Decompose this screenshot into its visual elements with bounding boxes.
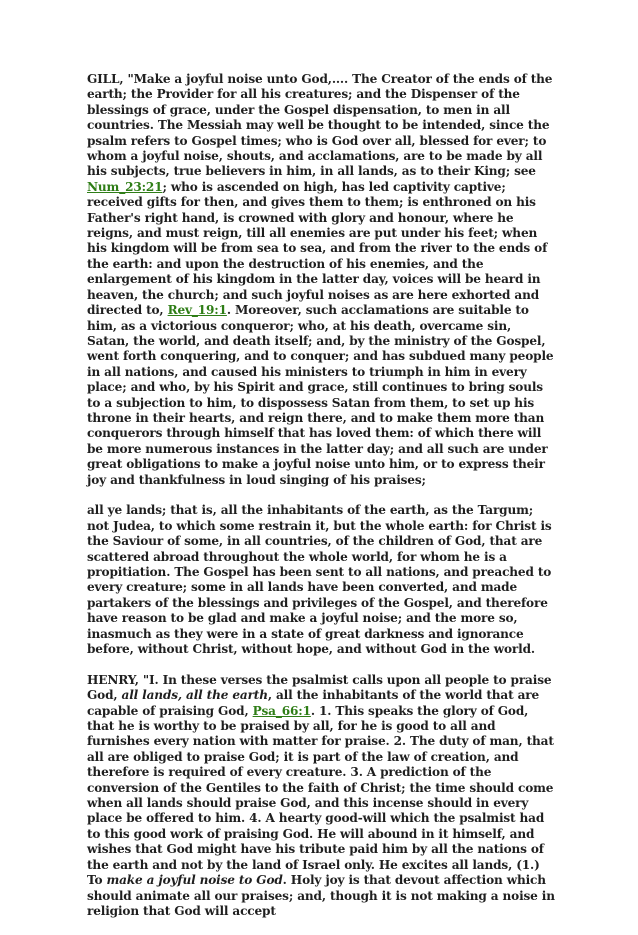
- paragraph-text: HENRY, "I. In these verses the psalmist calls upon all people to praise God,: [87, 672, 552, 703]
- paragraph-text: . 1. This speaks the glory of God, that he is worthy to be praised by all, for he is good to all and furnishes every nation with matter for praise. 2. The duty of man, that all are obliged to praise God; it is part of the law of creation, and therefore is required of every creature. 3. A prediction of the conversion of the Gentiles to the faith of Christ; the time should come when all lands should praise God, and this incense should in every place be offered to him. 4. A hearty good-will which the psalmist had to this good work of praising God. He will abound in it himself, and wishes that God might have his tribute paid him by all the nations of the earth and not by the land of Israel only. He excites all lands, (1.) To: [87, 703, 554, 888]
- scripture-link-num-23-21[interactable]: Num_23:21: [87, 179, 163, 194]
- scripture-link-rev-19-1[interactable]: Rev_19:1: [167, 303, 227, 318]
- document-page: [87, 72, 557, 935]
- paragraph-text: all ye lands; that is, all the inhabitants of the earth, as the Targum; not Judea, to which some restrain it, but the whole earth: for Christ is the Saviour of some, in all countries, of the children of God, that are scattered abroad throughout the whole world, for whom he is a propitiation. The Gospel has been sent to all nations, and preached to every creature; some in all lands have been converted, and made partakers of the blessings and privileges of the Gospel, and therefore have reason to be glad and make a joyful noise; and the more so, inasmuch as they were in a state of great darkness and ignorance before, without Christ, without hope, and without God in the world.: [87, 503, 552, 657]
- paragraph-text: . Moreover, such acclamations are suitable to him, as a victorious conqueror; who, at his death, overcame sin, Satan, the world, and death itself; and, by the ministry of the Gospel, went forth conquering, and to conquer; and has subdued many people in all nations, and caused his ministers to triumph in him in every place; and who, by his Spirit and grace, still continues to bring souls to a subjection to him, to dispossess Satan from them, to set up his throne in their hearts, and reign there, and to make them more than conquerors through himself that has loved them: of which there will be more numerous instances in the latter day; and all such are under great obligations to make a joyful noise unto him, or to express their joy and thankfulness in loud singing of his praises;: [87, 303, 554, 487]
- paragraph-all-ye-lands: [87, 503, 557, 657]
- scripture-link-psa-66-1[interactable]: Psa_66:1: [252, 703, 311, 718]
- emphasis-text: all lands, all the earth: [121, 688, 268, 703]
- paragraph-henry: [87, 673, 557, 920]
- paragraph-text: . Holy joy is that devout affection which should animate all our praises; and, though it is not making a noise in religion that God will accept: [87, 873, 555, 918]
- paragraph-gill: [87, 72, 557, 488]
- paragraph-text: ; who is ascended on high, has led captivity captive; received gifts for then, and gives them to them; is enthroned on his Father's right hand, is crowned with glory and honour, where he reigns, and must reign, till all enemies are put under his feet; when his kingdom will be from sea to sea, and from the river to the ends of the earth: and upon the destruction of his enemies, and the enlargement of his kingdom in the latter day, voices will be heard in heaven, the church; and such joyful noises as are here exhorted and directed to,: [87, 179, 548, 318]
- paragraph-text: , all the inhabitants of the world that are capable of praising God,: [87, 688, 540, 718]
- paragraph-text: GILL, "Make a joyful noise unto God,.... The Creator of the ends of the earth; the Provider for all his creatures; and the Dispenser of the blessings of grace, under the Gospel dispensation, to men in all countries. The Messiah may well be thought to be intended, since the psalm refers to Gospel times; who is God over all, blessed for ever; to whom a joyful noise, shouts, and acclamations, are to be made by all his subjects, true believers in him, in all lands, as to their King; see: [87, 72, 553, 179]
- emphasis-text: make a joyful noise to God: [106, 873, 283, 888]
